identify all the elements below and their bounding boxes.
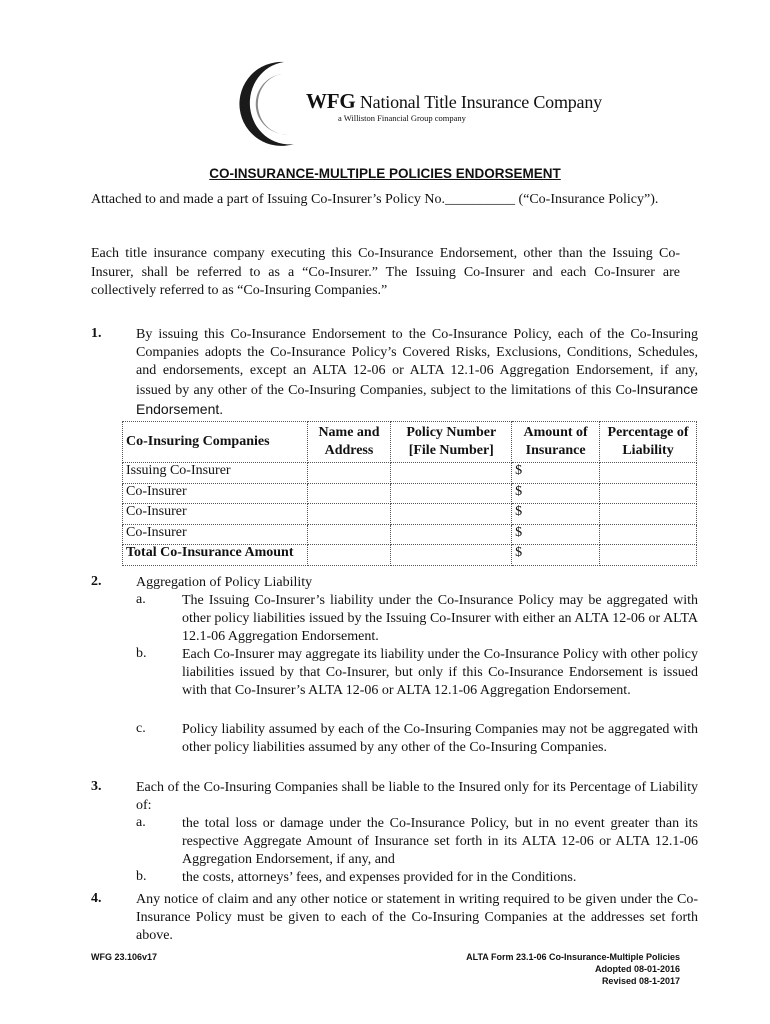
table-cell: Co-Insurer (123, 504, 308, 525)
section-2-number: 2. (91, 574, 102, 589)
section-2-a-letter: a. (136, 592, 146, 607)
section-2-heading: Aggregation of Policy Liability (136, 575, 313, 590)
table-cell[interactable] (307, 463, 391, 484)
document-title: CO-INSURANCE-MULTIPLE POLICIES ENDORSEMENT (209, 166, 561, 181)
section-3-b-text: the costs, attorneys’ fees, and expenses provided for in the Conditions. (182, 870, 577, 885)
footer-form-info (466, 951, 680, 987)
section-2-b-text: Each Co-Insurer may aggregate its liability under the Co-Insurance Policy with other policy liabilities issued by that Co-Insurer, but only if this Co-Insurance Endorsement is issued with that Co-Insurer’s ALTA 12-06 or ALTA 12.1-06 Aggregation Endorsement. (182, 647, 698, 698)
section-2-b-letter: b. (136, 646, 147, 661)
table-header: Policy Number [File Number] (391, 422, 512, 463)
section-2-c-letter: c. (136, 721, 146, 736)
table-cell[interactable] (600, 504, 697, 525)
brand-mark: WFG (306, 89, 356, 113)
table-row (123, 524, 697, 545)
section-4-text: Any notice of claim and any other notice or statement in writing required to be given under the Co-Insurance Policy must be given to each of the Co-Insuring Companies at the addresses set forth above. (136, 892, 698, 943)
table-cell: Total Co-Insurance Amount (123, 545, 308, 566)
section-1-text (136, 326, 698, 420)
section-3-heading: Each of the Co-Insuring Companies shall be liable to the Insured only for its Percentage of Liability of: (136, 780, 698, 813)
section-3-a-letter: a. (136, 815, 146, 830)
table-cell[interactable] (600, 524, 697, 545)
table-cell[interactable] (600, 463, 697, 484)
table-row (123, 483, 697, 504)
table-cell[interactable] (391, 463, 512, 484)
table-cell[interactable] (600, 545, 697, 566)
table-cell[interactable]: $ (512, 524, 600, 545)
footer-form-id: WFG 23.106v17 (91, 952, 158, 962)
company-name-text: National Title Insurance Company (359, 92, 602, 112)
section-3-number: 3. (91, 779, 102, 794)
footer-adopted-date: Adopted 08-01-2016 (594, 964, 680, 974)
table-header: Amount of Insurance (512, 422, 600, 463)
table-header: Percentage of Liability (600, 422, 697, 463)
company-name (306, 89, 602, 114)
section-1-number: 1. (91, 326, 102, 341)
table-header: Name and Address (307, 422, 391, 463)
section-3-a-text: the total loss or damage under the Co-Insurance Policy, but in no event greater than its respective Aggregate Amount of Insurance set forth in its ALTA 12-06 or ALTA 12.1-06 Aggregation Endorsement, if any, and (182, 816, 698, 867)
intro-paragraph-1: Attached to and made a part of Issuing Co-Insurer’s Policy No.__________ (“Co-Insurance Policy”). (91, 192, 659, 207)
table-header: Co-Insuring Companies (123, 422, 308, 463)
table-cell[interactable] (391, 483, 512, 504)
intro-paragraph-2: Each title insurance company executing this Co-Insurance Endorsement, other than the Issuing Co-Insurer, shall be referred to as a “Co-Insurer.” The Issuing Co-Insurer and each Co-Insurer are collectively referred to as “Co-Insuring Companies.” (91, 246, 680, 298)
section-4-number: 4. (91, 891, 102, 906)
table-cell[interactable]: $ (512, 545, 600, 566)
table-total-row (123, 545, 697, 566)
co-insurance-table (122, 421, 697, 566)
table-cell[interactable] (391, 504, 512, 525)
company-subtitle: a Williston Financial Group company (338, 113, 466, 123)
table-cell[interactable]: $ (512, 504, 600, 525)
table-cell[interactable] (307, 504, 391, 525)
table-row (123, 463, 697, 484)
section-1-tail: Insurance Endorsement. (136, 381, 698, 417)
table-cell[interactable] (307, 524, 391, 545)
table-cell[interactable] (307, 545, 391, 566)
footer-form-title: ALTA Form 23.1-06 Co-Insurance-Multiple Policies (466, 952, 680, 962)
footer-revised-date: Revised 08-1-2017 (601, 976, 680, 986)
table-cell: Co-Insurer (123, 483, 308, 504)
table-cell[interactable]: $ (512, 483, 600, 504)
section-1-body: By issuing this Co-Insurance Endorsement to the Co-Insurance Policy, each of the Co-Insuring Companies adopts the Co-Insurance Policy’s Covered Risks, Exclusions, Conditions, Schedules, and endorsements, except an ALTA 12-06 or ALTA 12.1-06 Aggregation Endorsement, if any, issued by any other of the Co-Insuring Companies, subject to the limitations of this Co- (136, 327, 698, 398)
section-2-a-text: The Issuing Co-Insurer’s liability under the Co-Insurance Policy may be aggregated with other policy liabilities issued by the Issuing Co-Insurer with either an ALTA 12-06 or ALTA 12.1-06 Aggregation Endorsement. (182, 593, 698, 644)
table-cell[interactable] (600, 483, 697, 504)
table-cell[interactable] (391, 545, 512, 566)
section-2-c-text: Policy liability assumed by each of the Co-Insuring Companies may not be aggregated with other policy liabilities assumed by any other of the Co-Insuring Companies. (182, 722, 698, 755)
table-cell[interactable] (307, 483, 391, 504)
company-logo (236, 58, 602, 150)
section-3-b-letter: b. (136, 869, 147, 884)
table-cell: Issuing Co-Insurer (123, 463, 308, 484)
table-cell[interactable]: $ (512, 463, 600, 484)
table-cell: Co-Insurer (123, 524, 308, 545)
crescent-logo-icon (236, 58, 316, 150)
table-header-row (123, 422, 697, 463)
table-row (123, 504, 697, 525)
table-cell[interactable] (391, 524, 512, 545)
